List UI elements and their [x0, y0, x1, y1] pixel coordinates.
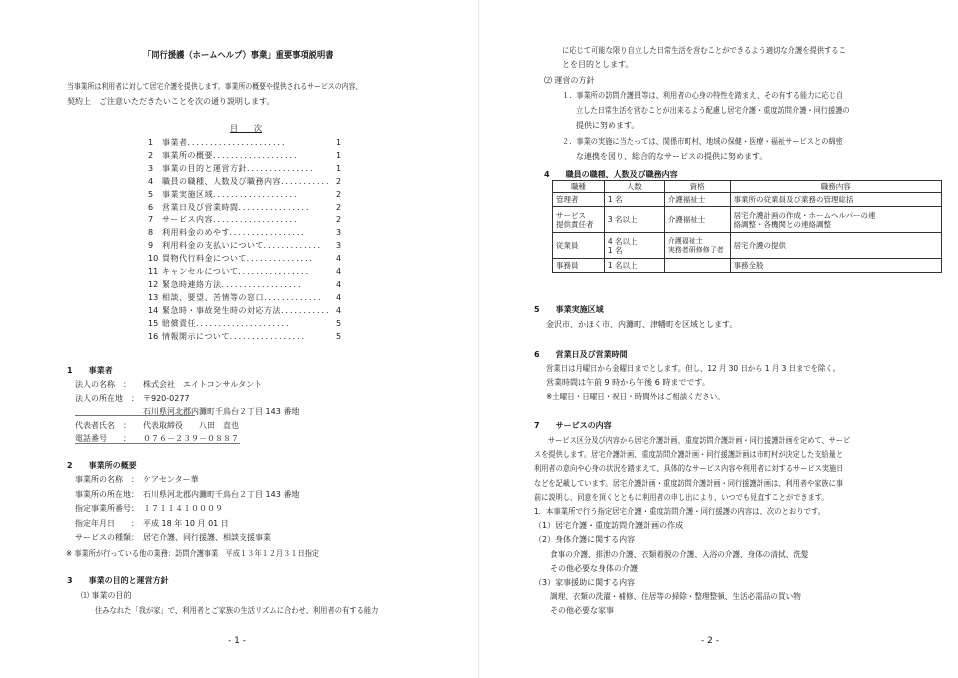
detail-label: 事業所の所在地：	[75, 489, 139, 499]
toc-number: 8	[148, 228, 154, 238]
cell-role: サービス 提供責任者	[553, 207, 605, 233]
cell-role: 事務員	[553, 259, 605, 273]
cell-count: 1 名以上	[604, 259, 664, 273]
detail-value: 石川県河北郡内灘町千鳥台２丁目 143 番地	[143, 489, 300, 499]
toc-page: 2	[336, 202, 342, 212]
toc-item	[148, 164, 348, 176]
header-count: 人数	[604, 181, 664, 193]
header-qualification: 資格	[664, 181, 730, 193]
toc-label: 利用料金の支払いについて．．．．．．．．．．．．．	[162, 241, 327, 251]
toc-label: 事業所の概要．．．．．．．．．．．．．．．．．．．	[162, 150, 303, 160]
policy-line-4: ２．事業の実施に当たっては、関係市町村、地域の保健・医療・福祉サービスとの綿密	[562, 137, 843, 146]
section-7-heading: 7 サービスの内容	[534, 421, 612, 430]
toc-page: 1	[336, 138, 342, 147]
toc-label: キャンセルについて．．．．．．．．．．．．．．．．	[162, 267, 315, 276]
section-3-text: 住みなれた「我が家」で、利用者とご家族の生活リズムに合わせ、利用者の有する能力	[95, 606, 379, 615]
service-line: その他必要な家事	[550, 606, 614, 616]
toc-page: 5	[336, 331, 342, 341]
service-line: （2）身体介護に関する内容	[534, 535, 636, 545]
toc-item	[148, 151, 348, 163]
toc-number: 2	[148, 150, 154, 160]
toc-page: 3	[336, 228, 342, 238]
toc-label: 営業日及び営業時間．．．．．．．．．．．．．．．．	[162, 202, 315, 212]
toc-item	[148, 280, 348, 292]
toc-number: 14	[148, 305, 159, 315]
detail-label: 代表者氏名 ：	[75, 420, 131, 430]
cell-role: 従業員	[553, 233, 605, 259]
toc-label: 情報開示について．．．．．．．．．．．．．．．．．	[162, 331, 311, 341]
toc-heading: 目 次	[230, 124, 262, 133]
toc-item	[148, 332, 348, 344]
toc-item	[148, 177, 348, 189]
cell-qual: 介護福祉士	[664, 193, 730, 207]
toc-page: 3	[336, 241, 342, 251]
detail-value: 〒920-0277	[143, 393, 190, 403]
document-title: 「同行援護（ホームヘルプ）事業」重要事項説明書	[143, 51, 334, 61]
toc-label: 事業者．．．．．．．．．．．．．．．．．．．．．．	[162, 138, 291, 147]
toc-item	[148, 319, 348, 331]
cell-duty: 居宅介護の提供	[730, 233, 941, 259]
underline-phone	[75, 443, 240, 444]
toc-number: 9	[148, 241, 154, 251]
toc-page: 2	[336, 176, 342, 186]
toc-label: 事業の目的と運営方針．．．．．．．．．．．．．．．	[162, 163, 319, 173]
detail-value: 石川県河北郡内灘町千鳥台２丁目 143 番地	[143, 407, 300, 417]
policy-line-3: 提供に努めます。	[576, 121, 640, 130]
detail-value: 代表取締役 八田 直也	[143, 420, 239, 430]
detail-label: 法人の所在地 ：	[75, 393, 139, 403]
section-5-heading: 5 事業実施区域	[534, 305, 604, 314]
policy-line-1: １．事業所の訪問介護員等は、利用者の心身の特性を踏まえ、その有する能力に応じ自	[562, 91, 844, 100]
page-number-2: - 2 -	[701, 636, 719, 646]
cell-qual: 介護福祉士 実務者研修修了者	[664, 233, 730, 259]
detail-value: １７１１４１０００９	[143, 504, 223, 514]
table-row	[553, 207, 942, 233]
service-line: 前に説明し、同意を頂くとともに利用者の申し出により、いつでも見直すことができます。	[534, 492, 829, 502]
toc-item	[148, 203, 348, 215]
cell-role: 管理者	[553, 193, 605, 207]
cell-duty: 事業所の従業員及び業務の管理総括	[730, 193, 941, 207]
section-3-sub-1: ⑴ 事業の目的	[81, 591, 132, 600]
toc-page: 5	[336, 318, 342, 328]
section-2-heading: 2 事業所の概要	[67, 461, 137, 470]
detail-value: ０７６－２３９－０８８７	[143, 434, 239, 444]
service-line: 1．本事業所で行う指定居宅介護・重度訪問介護・同行援護の内容は、次のとおりです。	[534, 507, 826, 516]
policy-line-5: な連携を図り、総合的なサービスの提供に努めます。	[576, 152, 768, 161]
header-duty: 職務内容	[730, 181, 941, 193]
toc-number: 10	[148, 254, 159, 264]
detail-label: 指定年月日 ：	[75, 518, 139, 528]
service-line: （1）居宅介護・重度訪問介護計画の作成	[534, 521, 684, 531]
cell-duty: 事務全般	[730, 259, 941, 273]
toc-page: 2	[336, 215, 342, 225]
continued-text-1: に応じて可能な限り自立した日常生活を営むことができるよう適切な介護を提供するこ	[562, 46, 846, 55]
toc-item	[148, 267, 348, 279]
hours-line-1: 営業日は月曜日から金曜日までとします。但し、12 月 30 日から 1 月 3 日までを除く。	[546, 364, 840, 373]
toc-label: 買物代行料金について．．．．．．．．．．．．．．．	[162, 254, 319, 264]
toc-item	[148, 254, 348, 266]
staff-table	[552, 180, 942, 273]
service-line: などを記載しています。居宅介護計画・重度訪問介護計画・同行援護計画は、利用者や家族に事	[534, 478, 844, 488]
toc-item	[148, 190, 348, 202]
service-line: スを提供します。居宅介護計画、重度訪問介護計画・同行援護計画は市町村が決定した支給量と	[534, 450, 844, 460]
toc-label: 利用料金のめやす．．．．．．．．．．．．．．．．．	[162, 228, 310, 238]
toc-number: 16	[148, 331, 159, 341]
toc-item	[148, 241, 348, 253]
toc-page: 4	[336, 279, 342, 289]
toc-label: 緊急時・事故発生時の対応方法．．．．．．．．．．．	[162, 305, 335, 315]
toc-number: 7	[148, 215, 154, 225]
service-area-text: 金沢市、かほく市、内灘町、津幡町を区域とします。	[546, 320, 738, 329]
detail-value: 株式会社 エイトコンサルタント	[143, 380, 262, 389]
toc-page: 4	[336, 267, 342, 276]
service-line: 利用者の意向や心身の状況を踏まえて、具体的なサービス内容や利用者に対するサービス実施日	[534, 464, 844, 474]
detail-label: 指定事業所番号：	[75, 504, 139, 514]
toc-page: 1	[336, 163, 342, 173]
hours-line-2: 営業時間は午前 9 時から午後 6 時までです。	[546, 378, 710, 387]
intro-line-2: 契約上 ご注意いただきたいことを次の通り説明します。	[67, 97, 275, 106]
toc-item	[148, 306, 348, 318]
section-1-heading: 1 事業者	[67, 366, 113, 375]
detail-label: 法人の名称 ：	[75, 380, 131, 389]
table-row	[553, 193, 942, 207]
policy-line-2: 立した日常生活を営むことが出来るよう配慮し居宅介護・重度訪問介護・同行援護の	[576, 106, 850, 115]
section-4-heading: 4 職員の職種、人数及び職務内容	[544, 170, 678, 179]
service-line: 食事の介護、排泄の介護、衣類着脱の介護、入浴の介護、身体の清拭、洗髪	[550, 549, 809, 559]
toc-item	[148, 138, 348, 150]
toc-page: 4	[336, 254, 342, 264]
toc-label: 職員の職種、人数及び職務内容．．．．．．．．．．．	[162, 176, 335, 186]
page-2	[479, 0, 958, 678]
service-line: （3）家事援助に関する内容	[534, 578, 636, 587]
page-1	[0, 0, 478, 678]
toc-item	[148, 228, 348, 240]
cell-duty: 居宅介護計画の作成・ホームヘルパーの連 絡調整・各機関との連絡調整	[730, 207, 941, 233]
toc-item	[148, 215, 348, 227]
toc-label: 事業実施区域．．．．．．．．．．．．．．．．．．．	[162, 189, 303, 199]
toc-number: 12	[148, 279, 159, 289]
page-number-1: - 1 -	[228, 636, 246, 646]
cell-count: 3 名以上	[604, 207, 664, 233]
intro-line-1: 当事業所は利用者に対して居宅介護を提供します。事業所の概要や提供されるサービスの内容、	[67, 82, 363, 91]
policy-subheading: ⑵ 運営の方針	[544, 76, 595, 85]
toc-number: 13	[148, 292, 159, 302]
cell-count: 4 名以上 1 名	[604, 233, 664, 259]
cell-qual: 介護福祉士	[664, 207, 730, 233]
toc-number: 3	[148, 163, 154, 173]
detail-value: 平成 18 年 10 月 01 日	[143, 518, 229, 528]
continued-text-2: とを目的とします。	[562, 60, 634, 69]
toc-page: 4	[336, 292, 342, 302]
section-3-heading: 3 事業の目的と運営方針	[67, 576, 169, 585]
toc-page: 2	[336, 189, 342, 199]
underline-address	[75, 415, 195, 416]
table-row	[553, 259, 942, 273]
service-line: サービス区分及び内容から居宅介護計画、重度訪問介護計画・同行援護計画を定めて、サービ	[548, 436, 851, 445]
toc-number: 4	[148, 176, 154, 186]
toc-number: 5	[148, 189, 154, 199]
section-6-heading: 6 営業日及び営業時間	[534, 350, 628, 359]
other-business-note: ※ 事業所が行っている他の業務：訪問介護事業 平成１３年１２月３１日指定	[66, 549, 320, 558]
detail-label: 事業所の名称 ：	[75, 475, 139, 484]
toc-page: 4	[336, 305, 342, 315]
cell-count: 1 名	[604, 193, 664, 207]
toc-item	[148, 293, 348, 305]
detail-label: サービスの種類：	[75, 533, 139, 543]
detail-value: ケアセンター華	[143, 475, 199, 484]
hours-note: ※土曜日・日曜日・祝日・時間外はご相談ください。	[546, 392, 725, 401]
detail-label: 電話番号 ：	[75, 434, 131, 444]
toc-number: 15	[148, 318, 159, 328]
toc-label: 相談、要望、苦情等の窓口．．．．．．．．．．．．．	[162, 292, 327, 302]
toc-label: 緊急時連絡方法．．．．．．．．．．．．．．．．．．	[162, 279, 307, 289]
service-line: その他必要な身体の介護	[550, 563, 638, 573]
toc-number: 11	[148, 267, 159, 276]
toc-label: サービス内容．．．．．．．．．．．．．．．．．．．	[162, 215, 303, 225]
header-role: 職種	[553, 181, 605, 193]
detail-value: 居宅介護、同行援護、相談支援事業	[143, 533, 271, 543]
toc-number: 6	[148, 202, 154, 212]
toc-label: 賠償責任．．．．．．．．．．．．．．．．．．．．．	[162, 318, 295, 328]
toc-number: 1	[148, 138, 154, 147]
toc-page: 1	[336, 150, 342, 160]
table-row	[553, 233, 942, 259]
cell-qual	[664, 259, 730, 273]
table-header-row	[553, 181, 942, 193]
service-line: 調理、衣類の洗濯・補修、住居等の掃除・整理整頓、生活必需品の買い物	[550, 592, 801, 602]
